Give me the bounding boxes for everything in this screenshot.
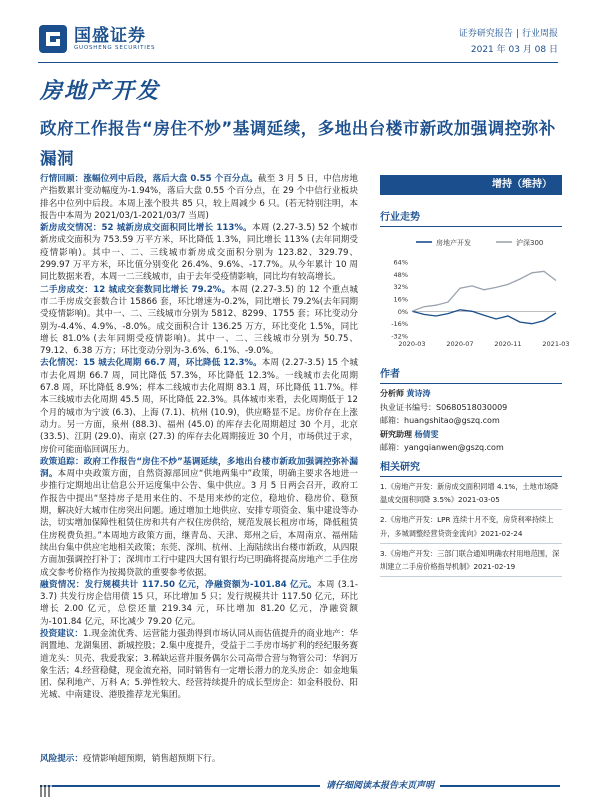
report-type: 证券研究报告 (458, 29, 513, 39)
y-tick-label: 48% (393, 270, 408, 279)
guosheng-logo-icon (38, 24, 68, 54)
analyst-label: 分析师 (380, 389, 404, 398)
new-home-paragraph (40, 222, 358, 283)
policy-key: 政策追踪：政府工作报告“房住不炒”基调延续，多地出台楼市新政加强调控弥补漏洞。 (40, 456, 358, 480)
financing-text: 本周 (3.1-3.7) 共发行房企信用债 15 只，环比增加 5 只；发行规模共计 117.50 亿元，环比增长 2.00 亿元，总偿还量 219.34 元，环比增加 81.20 亿元，净融资额为-101.84 亿元，环比减少 79.20 亿元。 (40, 579, 358, 627)
assistant-email[interactable]: yangqianwen@gszq.com (404, 443, 504, 452)
y-tick-label: -32% (391, 332, 408, 341)
second-hand-paragraph (40, 284, 358, 358)
financing-paragraph (40, 579, 358, 628)
y-tick-label: -16% (391, 320, 408, 329)
market-review-text: 截至 3 月 5 日，中信房地产指数累计变动幅度为-1.94%，落后大盘 0.55 个百分点，在 29 个中信行业板块排名中位列中后段。本周上涨个股共 85 只，较上周减少 6 只。(若无特别注明，本报告中本周为 2021/03/1-2021/03/7 当周) (40, 174, 358, 221)
footer-disclaimer: 请仔细阅读本报告末页声明 (320, 778, 440, 791)
x-tick-label: 2020-03 (398, 340, 426, 348)
related-heading: 相关研究 (380, 458, 562, 477)
cert-label: 执业证书编号： (380, 402, 436, 412)
new-home-text: 本周 (2.27-3.5) 52 个城市新房成交面积为 753.59 万平方米，环比降低 1.3%，同比增长 113% (去年同期受疫情影响)。其中一、二、三线城市新房成交面积分别为 123.82、329.79、299.97 万平方米，环比值分别变化 26.4%、9.6%、-17.7%。从今年累计 10 周同比数据来看，本周一二三线城市，由于去年受疫情影响，同比均有较高增长。 (40, 223, 358, 283)
inventory-text: 本周 (2.27-3.5) 15 个城市去化周期 66.7 周，同比降低 57.3%，环比降低 12.3%。一线城市去化周期 67.8 周，环比降低 8.9%；样本二线城市去化周期 83.1 周，环比降低 11.7%。样本三线城市去化周期 45.5 周，环比降低 22.3%。具体城市来看，去化周期低于 12 个月的城市为宁波 (6.3)、上海 (7.1)、杭州 (10.9)，供应略显不足。房价存在上涨动力。另一方面，泉州 (88.3)、福州 (45.0) 的库存去化周期超过 30 个月，北京 (33.5)、江阴 (29.0)、南京 (27.3) 的库存去化周期接近 30 个月，市场供过于求，房价可能面临回调压力。 (40, 358, 358, 455)
investment-key: 投资建议： (40, 628, 84, 639)
email-label-2: 邮箱： (380, 443, 404, 452)
report-kind: 行业周报 (521, 29, 558, 39)
risk-key: 风险提示： (40, 754, 83, 764)
cert-number: S0680518030009 (436, 402, 508, 412)
brand-logo (38, 24, 155, 54)
inventory-key: 去化情况：15 城去化周期 66.7 周，环比降低 12.3%。 (40, 358, 262, 369)
report-meta (459, 26, 558, 58)
qr-code-icon (40, 785, 52, 797)
related-item[interactable]: 2.《房地产开发：LPR 连续十月不变，房贷利率持续上升，多城调整经营贷资金流向》2021-02-24 (380, 510, 562, 543)
rating-badge: 增持（维持） (380, 175, 562, 195)
authors-block (380, 387, 562, 455)
policy-text: 本周中央政策方面，自然资源部回应“供地两集中”政策，明确主要求各地进一步推行定期地出让信息公开运度集中公告、集中供应。3 月 5 日两会召开，政府工作报告中提出“坚持房子是用来住的、不是用来炒的定位，稳地价、稳房价、稳预期，解决好大城市住房突出问题。通过增加土地供应、安排专项资金、集中建设等办法，切实增加保障性租赁住房和共有产权住房供给，规范发展长租房市场，降低租赁住房税费负担。”本周地方政策方面，继青岛、天津、郑州之后，本周南京、福州陆续出台集中供应宅地相关政策；东莞、深圳、杭州、上海陆续出台楼市新政，从四限方面加强调控打补丁；深圳市工行中建四大国有银行均已明确将提高房地产二手住房成交参考价格作为按揭贷款的重要参考依据。 (40, 469, 358, 578)
market-review-key: 行情回顾：涨幅位列中后段，落后大盘 0.55 个百分点。 (40, 174, 258, 184)
series-line-1 (412, 310, 556, 324)
authors-heading: 作者 (380, 365, 562, 384)
policy-paragraph (40, 456, 358, 579)
financing-key: 融资情况：发行规模共计 117.50 亿元，净融资额为-101.84 亿元。 (40, 579, 317, 590)
related-item[interactable]: 1.《房地产开发：新房成交面积同增 4.1%，土地市场降温成交面积同降 3.5%》2021-03-05 (380, 477, 562, 510)
y-tick-label: 0% (397, 307, 408, 316)
related-list (380, 477, 562, 577)
brand-name-cn: 国盛证券 (74, 26, 146, 46)
footer-divider (40, 785, 560, 787)
analyst-name: 黄诗涛 (406, 389, 431, 398)
x-tick-label: 2020-11 (494, 340, 522, 348)
analyst-email[interactable]: huangshitao@gszq.com (404, 416, 500, 425)
brand-name-en: GUOSHENG SECURITIES (74, 45, 156, 51)
trend-chart (380, 232, 570, 350)
risk-warning (40, 752, 221, 764)
inventory-paragraph (40, 357, 358, 455)
x-tick-label: 2021-03 (542, 340, 570, 348)
second-hand-key: 二手房成交：12 城成交套数同比增长 79.2%。 (40, 284, 231, 295)
email-label-1: 邮箱： (380, 416, 404, 425)
risk-text: 疫情影响超预期，销售超预期下行。 (82, 754, 221, 764)
series-line-2 (412, 271, 556, 311)
trend-heading: 行业走势 (380, 208, 562, 227)
trend-chart-svg (380, 232, 570, 350)
assistant-name: 杨倩雯 (414, 429, 439, 439)
investment-paragraph (40, 628, 358, 702)
investment-text: 1.现金流优秀、运营能力强劲得到市场认同从而估值提升的商业地产：华润置地、龙湖集团、新城控股；2.集中度提升，受益于二手房市场扩利的经纪服务赛道龙头：贝壳、我爱我家；3.稀缺运营并服务偶尔公司高带合营与物管公司：华润万象生活；4.经营稳健，现金流充裕，同时销售有一定增长潜力的龙头房企：如金地集团、保利地产、万科 A；5.弹性较大、经营持续提升的成长型房企：如金科股份、阳光城、中南建设、港股推荐龙光集团。 (40, 628, 358, 701)
footer (40, 778, 560, 794)
related-item[interactable]: 3.《房地产开发：三部门联合通知明确农村用地范围，深圳建立二手房价格指导机制》2021-02-19 (380, 544, 562, 577)
y-tick-label: 16% (393, 295, 408, 304)
y-tick-label: 64% (393, 258, 408, 267)
new-home-key: 新房成交情况：52 城新房成交面积同比增长 113%。 (40, 223, 252, 234)
report-headline: 政府工作报告“房住不炒”基调延续，多地出台楼市新政加强调控弥补漏洞 (40, 119, 556, 168)
header-divider (38, 62, 558, 63)
x-tick-label: 2020-07 (446, 340, 474, 348)
industry-title: 房地产开发 (40, 79, 161, 104)
y-tick-label: 32% (393, 283, 408, 292)
legend-label: 房地产开发 (436, 239, 471, 247)
market-review-paragraph (40, 173, 358, 222)
legend-label: 沪深300 (516, 239, 544, 247)
report-date: 2021 年 03 月 08 日 (470, 45, 558, 55)
second-hand-text: 本周 (2.27-3.5) 的 12 个重点城市二手房成交套数合计 15866 套，环比增速为-0.2%，同比增长 79.2%(去年同期受疫情影响)。其中一、二、三线城市分别为 5812、8299、1755 套；环比变动分别为-4.4%、4.9%、-8.0%。成交面积合计 136.25 万方，环比变化 1.5%，同比增长 81.0% (去年同期受疫情影响)。其中一、二、三线城市分别为 50.75、79.12、6.38 万方；环比变动分别为-3.6%、6.1%、-9.0%。 (40, 284, 358, 357)
summary-body (40, 173, 358, 702)
report-meta-separator: | (515, 29, 519, 39)
assistant-label: 研究助理 (380, 429, 412, 439)
